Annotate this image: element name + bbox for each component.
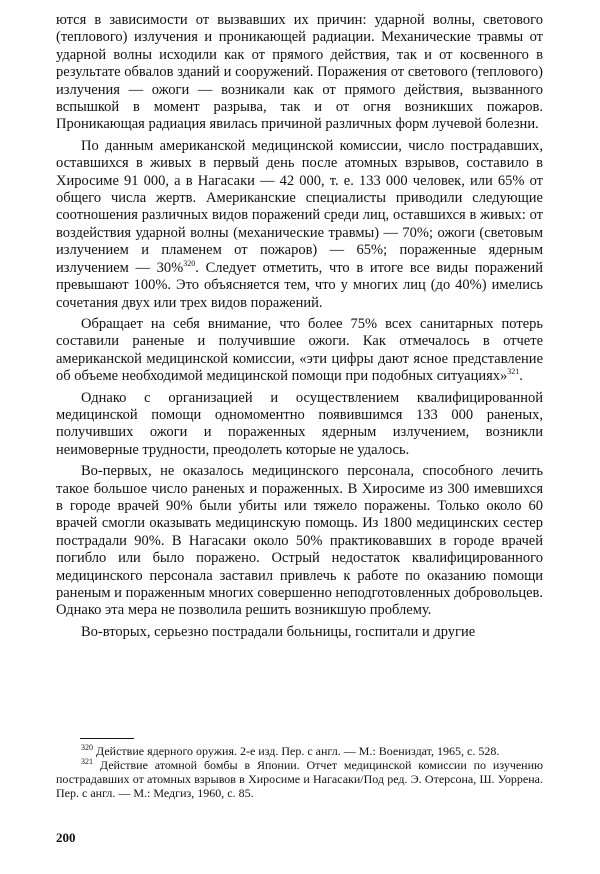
paragraph-3 xyxy=(56,316,543,386)
paragraph-text: Однако с организацией и осуществлением квалифицированной медицинской помощи одномоментно появившимся 133 000 раненых, получивших ожоги и пораженных ядерным излучением, возникли неимоверные трудности, преодолеть которые не удалось. xyxy=(56,389,543,458)
paragraph-text: ются в зависимости от вызвавших их причин: ударной волны, светового (теплового) излучения и проникающей радиации. Механические травмы от ударной волны исходили как от прямого действия, так и от косвенного в результате обвалов зданий и сооружений. Поражения от светового (теплового) излучения — ожоги — возникали как от прямого действия, вызванного вспышкой в момент разрыва, так и от огня возникших пожаров. Проникающая радиация явилась причиной различных форм лучевой болезни. xyxy=(56,12,543,133)
footnotes xyxy=(56,744,543,800)
paragraph-text-tail: . Следует отметить, что в итоге все виды поражений превышают 100%. Это объясняется тем, что у многих лиц (до 40%) имелись сочетания двух или трех видов поражений. xyxy=(56,259,543,311)
paragraph-4 xyxy=(56,390,543,460)
footnote-ref-321[interactable]: 321 xyxy=(507,367,520,377)
paragraph-text: Обращает на себя внимание, что более 75% всех санитарных потерь составили раненые и получившие ожоги. Как отмечалось в отчете американской медицинской комиссии, «эти цифры дают ясное представление об объеме необходимой медицинской помощи при подобных ситуациях» xyxy=(56,315,543,385)
paragraph-2 xyxy=(56,138,543,312)
paragraph-1 xyxy=(56,12,543,134)
footnote-ref-320[interactable]: 320 xyxy=(183,258,196,268)
body-text xyxy=(56,12,543,645)
paragraph-5 xyxy=(56,463,543,620)
page-number: 200 xyxy=(56,830,76,845)
footnote-text: Действие ядерного оружия. 2-е изд. Пер. с англ. — М.: Воениздат, 1965, с. 528. xyxy=(96,744,500,758)
footnote-divider xyxy=(80,738,134,739)
footnote-number: 321 xyxy=(81,757,93,766)
footnote-text: Действие атомной бомбы в Японии. Отчет медицинской комиссии по изучению пострадавших от атомных взрывов в Хиросиме и Нагасаки/Под ред. Э. Отерсона, Ш. Уоррена. Пер. с англ. — М.: Медгиз, 1960, с. 85. xyxy=(56,758,543,800)
footnote-321 xyxy=(56,758,543,800)
paragraph-text: Во-вторых, серьезно пострадали больницы, госпитали и другие xyxy=(81,623,476,640)
paragraph-6 xyxy=(56,624,543,641)
paragraph-text: По данным американской медицинской комиссии, число пострадавших, оставшихся в живых в первый день после атомных взрывов, составило в Хиросиме 91 000, а в Нагасаки — 42 000, т. е. 133 000 человек, или 65% от общего числа жертв. Американские специалисты приводили следующие соотношения различных видов поражений среди лиц, оставшихся в живых: от воздействия ударной волны (механические травмы) — 70%; ожоги (световым излучением и пламенем от пожаров) — 65%; пораженные ядерным излучением — 30% xyxy=(56,137,543,276)
paragraph-text: Во-первых, не оказалось медицинского персонала, способного лечить такое большое число раненых и пораженных. В Хиросиме из 300 имевшихся в городе врачей 90% были убиты или тяжело поражены. Только около 60 врачей смогли оказывать медицинскую помощь. Из 1800 медицинских сестер пострадали 90%. В Нагасаки около 50% практиковавших в городе врачей погибло или было поражено. Острый недостаток квалифицированного медицинского персонала заставил привлечь к работе по оказанию помощи раненым и пораженным многих совершенно неподготовленных добровольцев. Однако эта мера не позволила решить возникшую проблему. xyxy=(56,463,543,619)
footnote-number: 320 xyxy=(81,743,93,752)
paragraph-text-tail: . xyxy=(519,368,523,385)
footnote-320 xyxy=(56,744,543,758)
